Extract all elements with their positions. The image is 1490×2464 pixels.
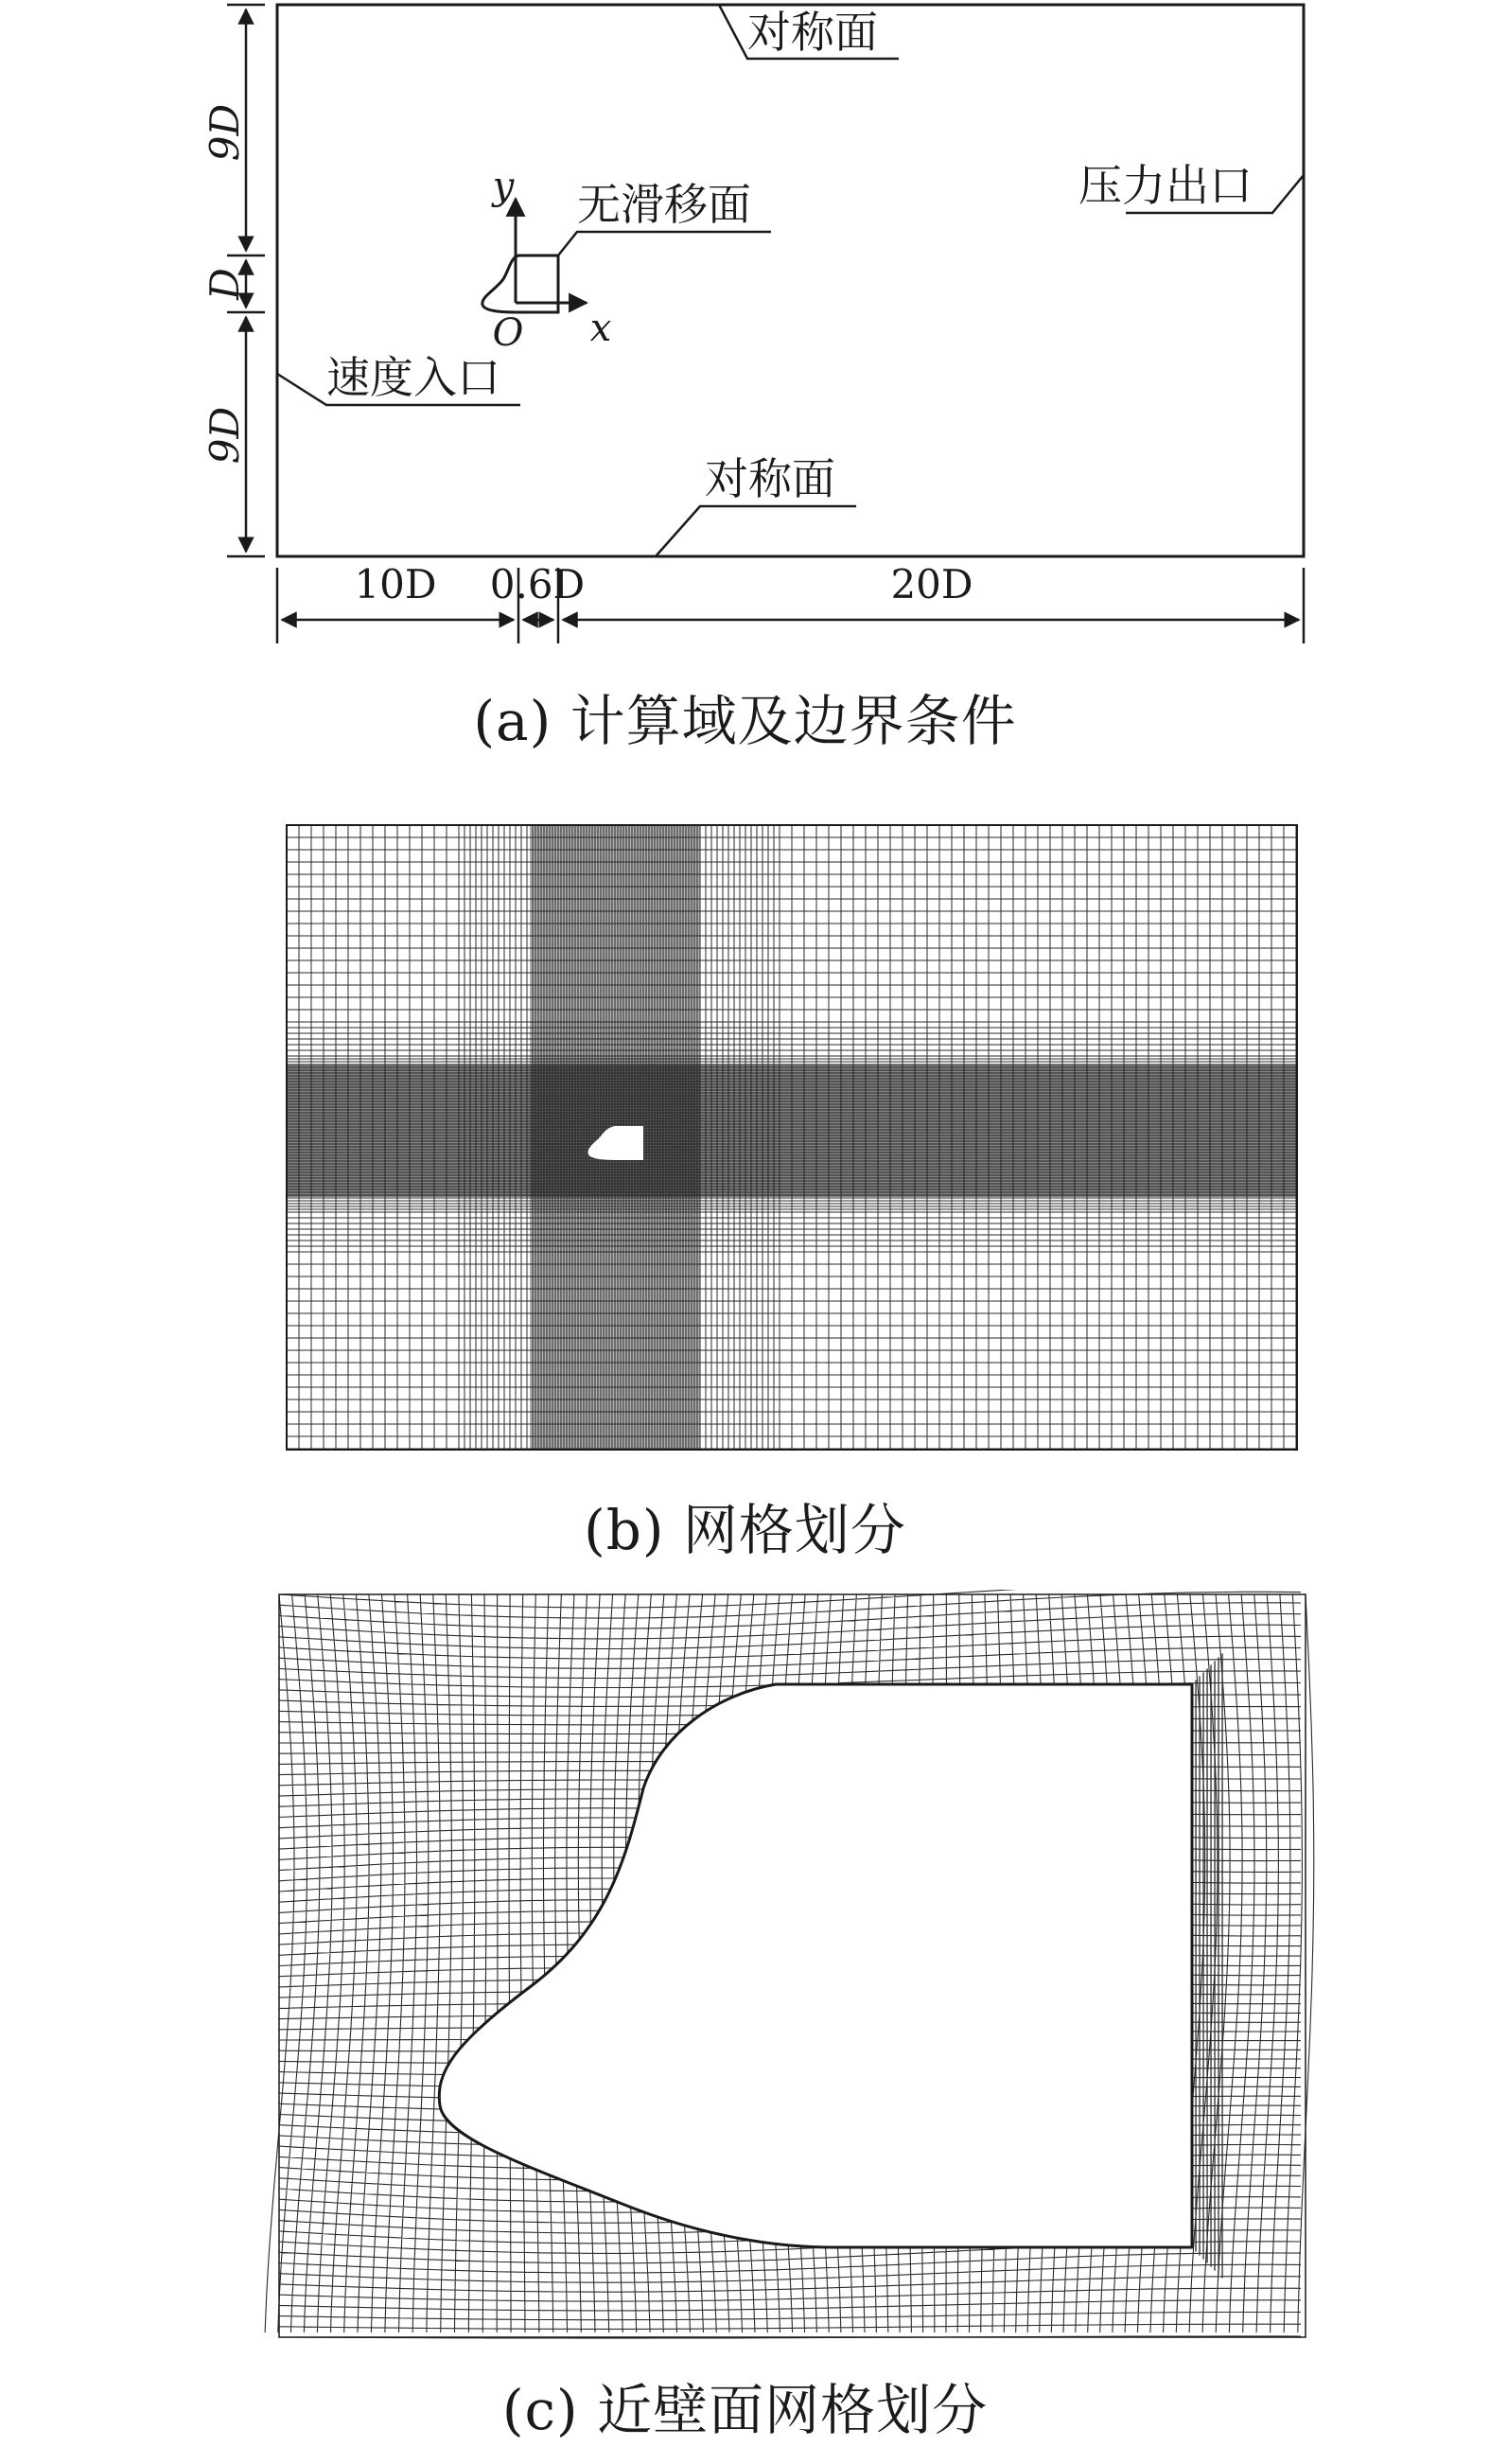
inlet-label: 速度入口 — [326, 352, 500, 403]
wall-label: 无滑移面 — [577, 179, 751, 230]
near-wall-mesh — [0, 1590, 1490, 2347]
mesh-b-grid — [287, 825, 1297, 1450]
outlet-label: 压力出口 — [1078, 160, 1253, 211]
bottom-boundary-leader — [656, 506, 856, 556]
caption-a: (a) 计算域及边界条件 — [473, 689, 1017, 753]
dim-body-length: 0.6D — [489, 561, 586, 607]
dim-top-height: 9D — [202, 103, 248, 162]
computational-domain-diagram — [0, 0, 1490, 662]
x-axis-label: x — [589, 307, 612, 350]
top-boundary-label: 对称面 — [747, 7, 878, 58]
origin-label: O — [492, 311, 524, 355]
near-wall-body-surface — [439, 1684, 1192, 2247]
mesh-overview — [0, 823, 1490, 1467]
caption-c: (c) 近壁面网格划分 — [501, 2378, 989, 2442]
wall-leader — [558, 232, 771, 255]
dim-downstream-length: 20D — [890, 561, 973, 607]
bottom-boundary-label: 对称面 — [705, 453, 835, 504]
dim-bottom-height: 9D — [202, 406, 248, 465]
caption-b: (b) 网格划分 — [584, 1498, 906, 1562]
dim-upstream-length: 10D — [354, 561, 437, 607]
y-axis-label: y — [492, 165, 515, 208]
dim-body-height: D — [202, 268, 248, 300]
